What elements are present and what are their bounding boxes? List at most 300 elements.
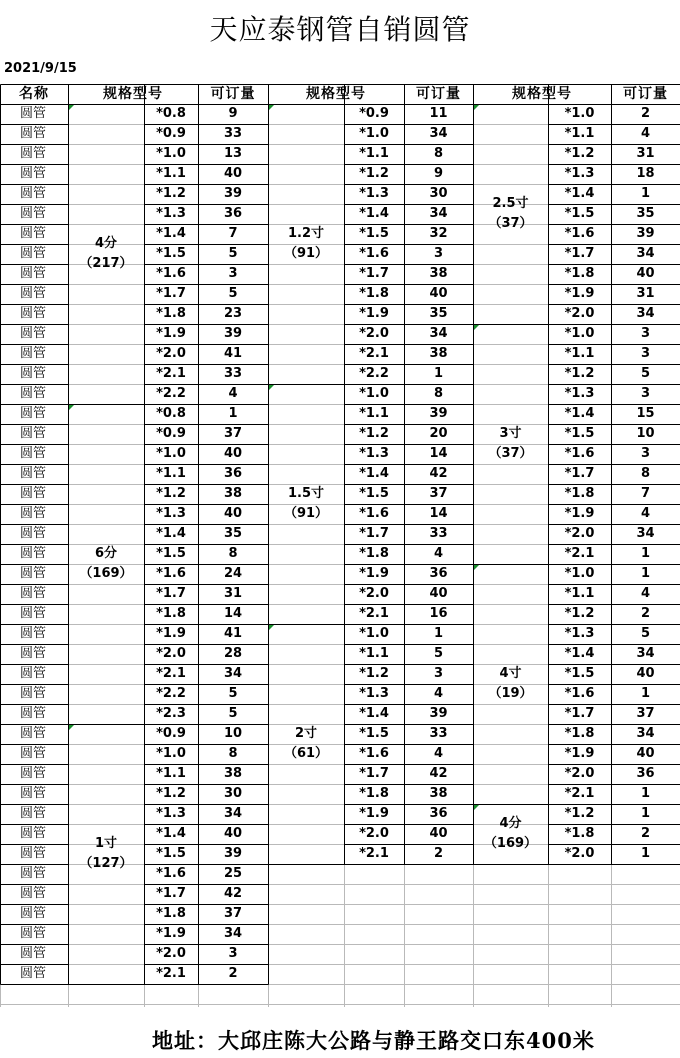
spec-cell: *1.4	[156, 826, 186, 841]
row-name: 圆管	[20, 926, 47, 941]
spec-cell: *1.6	[564, 686, 595, 701]
spec-cell: *2.0	[359, 826, 389, 841]
qty-cell: 36	[223, 466, 243, 481]
spec-cell: *2.1	[359, 846, 389, 861]
qty-cell: 31	[636, 286, 655, 301]
qty-cell: 34	[636, 526, 655, 541]
spec-cell: *2.1	[156, 966, 186, 981]
spec-cell: *1.1	[156, 466, 186, 481]
qty-cell: 3	[640, 326, 651, 341]
qty-cell: 5	[228, 706, 238, 721]
spec-cell: *1.3	[359, 686, 389, 701]
row-name: 圆管	[20, 386, 47, 401]
size-label: 2.5寸	[492, 196, 529, 211]
size-label: 1寸	[94, 836, 118, 851]
spec-cell: *0.9	[156, 426, 186, 441]
size-label: 6分	[94, 546, 118, 561]
spec-cell: *2.0	[359, 586, 389, 601]
spec-cell: *1.9	[359, 806, 389, 821]
cell-note-marker	[69, 725, 74, 730]
qty-cell: 11	[429, 106, 448, 121]
row-name: 圆管	[20, 886, 47, 901]
spec-cell: *2.0	[564, 526, 595, 541]
qty-cell: 34	[223, 666, 243, 681]
size-label: 3寸	[499, 426, 522, 441]
qty-cell: 3	[228, 266, 238, 281]
size-group-label	[68, 234, 144, 274]
spec-cell: *2.3	[156, 706, 186, 721]
spec-cell: *1.5	[359, 486, 389, 501]
spec-cell: *2.1	[564, 546, 595, 561]
cell-note-marker	[474, 105, 479, 110]
qty-cell: 8	[433, 386, 444, 401]
qty-cell: 5	[228, 246, 238, 261]
qty-cell: 1	[228, 406, 238, 421]
qty-cell: 36	[429, 566, 448, 581]
qty-cell: 40	[636, 266, 655, 281]
spec-cell: *1.4	[564, 186, 595, 201]
qty-cell: 39	[223, 846, 243, 861]
qty-cell: 35	[636, 206, 655, 221]
qty-cell: 38	[429, 266, 448, 281]
row-name: 圆管	[20, 326, 47, 341]
spec-cell: *1.7	[564, 706, 595, 721]
qty-cell: 4	[640, 586, 651, 601]
qty-cell: 1	[433, 366, 444, 381]
spec-cell: *1.9	[156, 926, 186, 941]
size-total: （127）	[79, 856, 133, 871]
spec-cell: *1.3	[359, 186, 389, 201]
spec-cell: *1.3	[156, 206, 186, 221]
qty-cell: 8	[640, 466, 651, 481]
header-spec-3: 规格型号	[512, 86, 572, 102]
spec-cell: *1.7	[156, 886, 186, 901]
row-name: 圆管	[20, 106, 47, 121]
qty-cell: 41	[223, 346, 243, 361]
row-name: 圆管	[20, 666, 47, 681]
qty-cell: 33	[223, 366, 243, 381]
row-name: 圆管	[20, 726, 47, 741]
row-name: 圆管	[20, 546, 47, 561]
qty-cell: 31	[636, 146, 655, 161]
header-qty-1: 可订量	[210, 86, 256, 102]
size-label: 4分	[499, 816, 522, 831]
qty-cell: 20	[429, 426, 448, 441]
qty-cell: 42	[429, 766, 448, 781]
spec-cell: *2.2	[359, 366, 389, 381]
qty-cell: 3	[228, 946, 238, 961]
qty-cell: 1	[640, 566, 651, 581]
spec-cell: *1.1	[564, 586, 595, 601]
spec-cell: *1.6	[564, 226, 595, 241]
spec-cell: *1.1	[359, 406, 389, 421]
qty-cell: 7	[228, 226, 238, 241]
spec-cell: *1.0	[156, 746, 186, 761]
qty-cell: 23	[223, 306, 243, 321]
qty-cell: 37	[223, 906, 243, 921]
spec-cell: *1.5	[359, 726, 389, 741]
qty-cell: 40	[429, 286, 448, 301]
qty-cell: 8	[228, 746, 238, 761]
spec-cell: *2.1	[359, 606, 389, 621]
spec-cell: *1.2	[564, 146, 595, 161]
spec-cell: *1.2	[156, 486, 186, 501]
qty-cell: 1	[640, 806, 651, 821]
spec-cell: *1.5	[156, 846, 186, 861]
spec-cell: *1.8	[564, 826, 595, 841]
row-name: 圆管	[20, 606, 47, 621]
spec-cell: *1.9	[156, 626, 186, 641]
row-name: 圆管	[20, 586, 47, 601]
qty-cell: 30	[223, 786, 243, 801]
qty-cell: 3	[640, 346, 651, 361]
row-name: 圆管	[20, 826, 47, 841]
spec-cell: *1.2	[156, 786, 186, 801]
qty-cell: 39	[429, 406, 448, 421]
size-total: （169）	[79, 566, 133, 581]
spec-cell: *2.0	[156, 946, 186, 961]
size-group-label	[268, 224, 344, 264]
spec-cell: *1.8	[564, 266, 595, 281]
spec-cell: *1.9	[564, 746, 595, 761]
spec-cell: *1.4	[564, 646, 595, 661]
size-total: （217）	[79, 256, 133, 271]
spec-cell: *2.0	[156, 646, 186, 661]
row-name: 圆管	[20, 226, 47, 241]
row-name: 圆管	[20, 646, 47, 661]
spec-cell: *2.0	[564, 846, 595, 861]
spec-cell: *1.5	[564, 206, 595, 221]
spec-cell: *1.3	[156, 506, 186, 521]
qty-cell: 39	[429, 706, 448, 721]
qty-cell: 34	[429, 326, 448, 341]
spec-cell: *1.4	[156, 226, 186, 241]
size-label: 4寸	[499, 666, 522, 681]
spec-cell: *1.0	[564, 106, 595, 121]
size-label: 1.2寸	[287, 226, 325, 241]
qty-cell: 5	[433, 646, 444, 661]
size-total: （61）	[283, 746, 329, 761]
qty-cell: 40	[223, 446, 243, 461]
spec-cell: *1.6	[359, 506, 389, 521]
qty-cell: 4	[433, 686, 444, 701]
row-name: 圆管	[20, 206, 47, 221]
spec-cell: *1.1	[564, 126, 595, 141]
spec-cell: *1.5	[156, 246, 186, 261]
spec-cell: *1.0	[564, 326, 595, 341]
header-qty-2: 可订量	[416, 86, 461, 102]
size-total: （37）	[488, 446, 533, 461]
row-name: 圆管	[20, 766, 47, 781]
size-group-label	[473, 194, 548, 234]
qty-cell: 40	[223, 826, 243, 841]
spec-cell: *1.9	[359, 566, 389, 581]
header-qty-3: 可订量	[623, 86, 668, 102]
spec-cell: *1.5	[564, 426, 595, 441]
spec-cell: *1.0	[359, 386, 389, 401]
row-name: 圆管	[20, 146, 47, 161]
spec-cell: *1.8	[564, 486, 595, 501]
qty-cell: 2	[640, 106, 651, 121]
qty-cell: 40	[223, 506, 243, 521]
qty-cell: 37	[223, 426, 243, 441]
row-name: 圆管	[20, 446, 47, 461]
spec-cell: *1.4	[359, 206, 389, 221]
spec-cell: *0.9	[156, 126, 186, 141]
spec-cell: *1.9	[564, 506, 595, 521]
qty-cell: 28	[223, 646, 243, 661]
spec-cell: *1.1	[564, 346, 595, 361]
qty-cell: 40	[223, 166, 243, 181]
qty-cell: 3	[640, 386, 651, 401]
qty-cell: 4	[640, 506, 651, 521]
spec-cell: *1.0	[156, 446, 186, 461]
qty-cell: 25	[223, 866, 243, 881]
spec-cell: *1.7	[156, 586, 186, 601]
row-name: 圆管	[20, 126, 47, 141]
row-name: 圆管	[20, 406, 47, 421]
spec-cell: *1.7	[564, 246, 595, 261]
row-name: 圆管	[20, 786, 47, 801]
spec-cell: *1.0	[359, 626, 389, 641]
spec-cell: *1.3	[156, 806, 186, 821]
header-spec-2: 规格型号	[306, 86, 366, 102]
qty-cell: 36	[429, 806, 448, 821]
qty-cell: 1	[640, 546, 651, 561]
row-name: 圆管	[20, 166, 47, 181]
address: 地址：大邱庄陈大公路与静王路交口东400米	[152, 1028, 595, 1053]
spec-cell: *1.3	[359, 446, 389, 461]
qty-cell: 36	[636, 766, 655, 781]
spec-cell: *1.6	[156, 566, 186, 581]
qty-cell: 1	[640, 786, 651, 801]
size-label: 4分	[94, 236, 118, 251]
qty-cell: 34	[223, 806, 243, 821]
size-group-label	[473, 664, 548, 704]
cell-note-marker	[269, 105, 274, 110]
row-name: 圆管	[20, 266, 47, 281]
size-group-label	[268, 484, 344, 524]
size-label: 1.5寸	[287, 486, 325, 501]
qty-cell: 38	[429, 346, 448, 361]
spec-cell: *1.9	[564, 286, 595, 301]
spec-cell: *1.2	[359, 166, 389, 181]
qty-cell: 3	[433, 666, 444, 681]
qty-cell: 40	[429, 586, 448, 601]
qty-cell: 3	[640, 446, 651, 461]
spec-cell: *1.7	[156, 286, 186, 301]
qty-cell: 34	[429, 126, 448, 141]
spec-cell: *1.4	[156, 526, 186, 541]
size-total: （19）	[488, 686, 533, 701]
qty-cell: 5	[228, 686, 238, 701]
qty-cell: 9	[228, 106, 238, 121]
size-group-label	[473, 424, 548, 464]
qty-cell: 5	[640, 366, 651, 381]
spec-cell: *2.2	[156, 386, 186, 401]
spec-cell: *2.1	[359, 346, 389, 361]
row-name: 圆管	[20, 946, 47, 961]
qty-cell: 39	[223, 326, 243, 341]
spec-cell: *1.6	[156, 866, 186, 881]
cell-note-marker	[474, 565, 479, 570]
size-group-label	[473, 814, 548, 854]
row-name: 圆管	[20, 486, 47, 501]
spec-cell: *1.1	[156, 766, 186, 781]
row-name: 圆管	[20, 506, 47, 521]
size-group-label	[68, 834, 144, 874]
spec-cell: *0.8	[156, 406, 186, 421]
spec-cell: *1.3	[564, 166, 595, 181]
qty-cell: 8	[433, 146, 444, 161]
cell-note-marker	[69, 405, 74, 410]
spec-cell: *0.9	[156, 726, 186, 741]
qty-cell: 40	[636, 666, 655, 681]
qty-cell: 41	[223, 626, 243, 641]
qty-cell: 1	[640, 686, 651, 701]
spec-cell: *1.2	[564, 806, 595, 821]
spec-cell: *1.7	[359, 766, 389, 781]
spec-cell: *1.7	[564, 466, 595, 481]
spec-cell: *1.3	[564, 386, 595, 401]
date-label: 2021/9/15	[4, 61, 77, 76]
spec-cell: *1.5	[156, 546, 186, 561]
row-name: 圆管	[20, 746, 47, 761]
spec-cell: *1.0	[156, 146, 186, 161]
cell-note-marker	[269, 385, 274, 390]
inventory-table	[0, 84, 680, 1007]
row-name: 圆管	[20, 186, 47, 201]
header-spec-1: 规格型号	[103, 86, 163, 102]
row-name: 圆管	[20, 806, 47, 821]
row-name: 圆管	[20, 306, 47, 321]
qty-cell: 35	[223, 526, 243, 541]
spec-cell: *1.4	[564, 406, 595, 421]
spec-cell: *2.1	[564, 786, 595, 801]
row-name: 圆管	[20, 466, 47, 481]
size-total: （91）	[283, 246, 329, 261]
qty-cell: 14	[429, 506, 448, 521]
spec-cell: *1.8	[359, 546, 389, 561]
cell-note-marker	[69, 105, 74, 110]
row-name: 圆管	[20, 966, 47, 981]
qty-cell: 38	[223, 766, 243, 781]
spec-cell: *1.4	[359, 466, 389, 481]
qty-cell: 3	[433, 246, 444, 261]
spec-cell: *1.6	[359, 746, 389, 761]
qty-cell: 13	[223, 146, 243, 161]
spec-cell: *0.9	[359, 106, 389, 121]
spec-cell: *2.1	[156, 366, 186, 381]
spec-cell: *1.5	[359, 226, 389, 241]
row-name: 圆管	[20, 846, 47, 861]
qty-cell: 2	[228, 966, 238, 981]
row-name: 圆管	[20, 686, 47, 701]
qty-cell: 2	[433, 846, 444, 861]
spec-cell: *2.0	[156, 346, 186, 361]
spec-cell: *1.1	[359, 646, 389, 661]
spec-cell: *1.2	[156, 186, 186, 201]
qty-cell: 24	[223, 566, 243, 581]
spec-cell: *1.7	[359, 266, 389, 281]
spec-cell: *1.2	[564, 606, 595, 621]
spec-cell: *1.4	[359, 706, 389, 721]
qty-cell: 34	[636, 726, 655, 741]
qty-cell: 7	[640, 486, 651, 501]
qty-cell: 34	[636, 306, 655, 321]
qty-cell: 2	[640, 606, 651, 621]
qty-cell: 16	[429, 606, 448, 621]
row-name: 圆管	[20, 866, 47, 881]
qty-cell: 9	[433, 166, 444, 181]
header-name: 名称	[19, 86, 49, 102]
qty-cell: 10	[223, 726, 243, 741]
spec-cell: *1.8	[156, 306, 186, 321]
row-name: 圆管	[20, 286, 47, 301]
row-name: 圆管	[20, 706, 47, 721]
spec-cell: *1.5	[564, 666, 595, 681]
cell-note-marker	[269, 625, 274, 630]
spec-cell: *1.0	[564, 566, 595, 581]
qty-cell: 35	[429, 306, 448, 321]
qty-cell: 36	[223, 206, 243, 221]
qty-cell: 5	[228, 286, 238, 301]
qty-cell: 10	[636, 426, 655, 441]
spec-cell: *1.8	[156, 906, 186, 921]
row-name: 圆管	[20, 426, 47, 441]
qty-cell: 33	[429, 526, 448, 541]
qty-cell: 4	[433, 746, 444, 761]
page-title: 天应泰钢管自销圆管	[209, 13, 471, 46]
spec-cell: *1.2	[564, 366, 595, 381]
qty-cell: 33	[429, 726, 448, 741]
spec-cell: *1.3	[564, 626, 595, 641]
spec-cell: *1.1	[156, 166, 186, 181]
qty-cell: 42	[223, 886, 243, 901]
size-group-label	[68, 544, 144, 584]
qty-cell: 42	[429, 466, 448, 481]
qty-cell: 34	[223, 926, 243, 941]
qty-cell: 38	[223, 486, 243, 501]
qty-cell: 4	[433, 546, 444, 561]
spec-cell: *1.8	[156, 606, 186, 621]
row-name: 圆管	[20, 626, 47, 641]
cell-note-marker	[474, 325, 479, 330]
spec-cell: *0.8	[156, 106, 186, 121]
qty-cell: 15	[636, 406, 655, 421]
qty-cell: 34	[636, 646, 655, 661]
qty-cell: 40	[429, 826, 448, 841]
qty-cell: 32	[429, 226, 448, 241]
row-name: 圆管	[20, 906, 47, 921]
qty-cell: 1	[640, 186, 651, 201]
qty-cell: 4	[228, 386, 238, 401]
spec-cell: *1.6	[359, 246, 389, 261]
spec-cell: *1.9	[359, 306, 389, 321]
qty-cell: 37	[636, 706, 655, 721]
qty-cell: 33	[223, 126, 243, 141]
spec-cell: *2.1	[156, 666, 186, 681]
qty-cell: 37	[429, 486, 448, 501]
qty-cell: 14	[223, 606, 243, 621]
spec-cell: *2.2	[156, 686, 186, 701]
size-group-label	[268, 724, 344, 764]
spec-cell: *2.0	[564, 766, 595, 781]
qty-cell: 38	[429, 786, 448, 801]
spec-cell: *1.6	[564, 446, 595, 461]
size-total: （91）	[283, 506, 329, 521]
size-total: （37）	[488, 216, 533, 231]
